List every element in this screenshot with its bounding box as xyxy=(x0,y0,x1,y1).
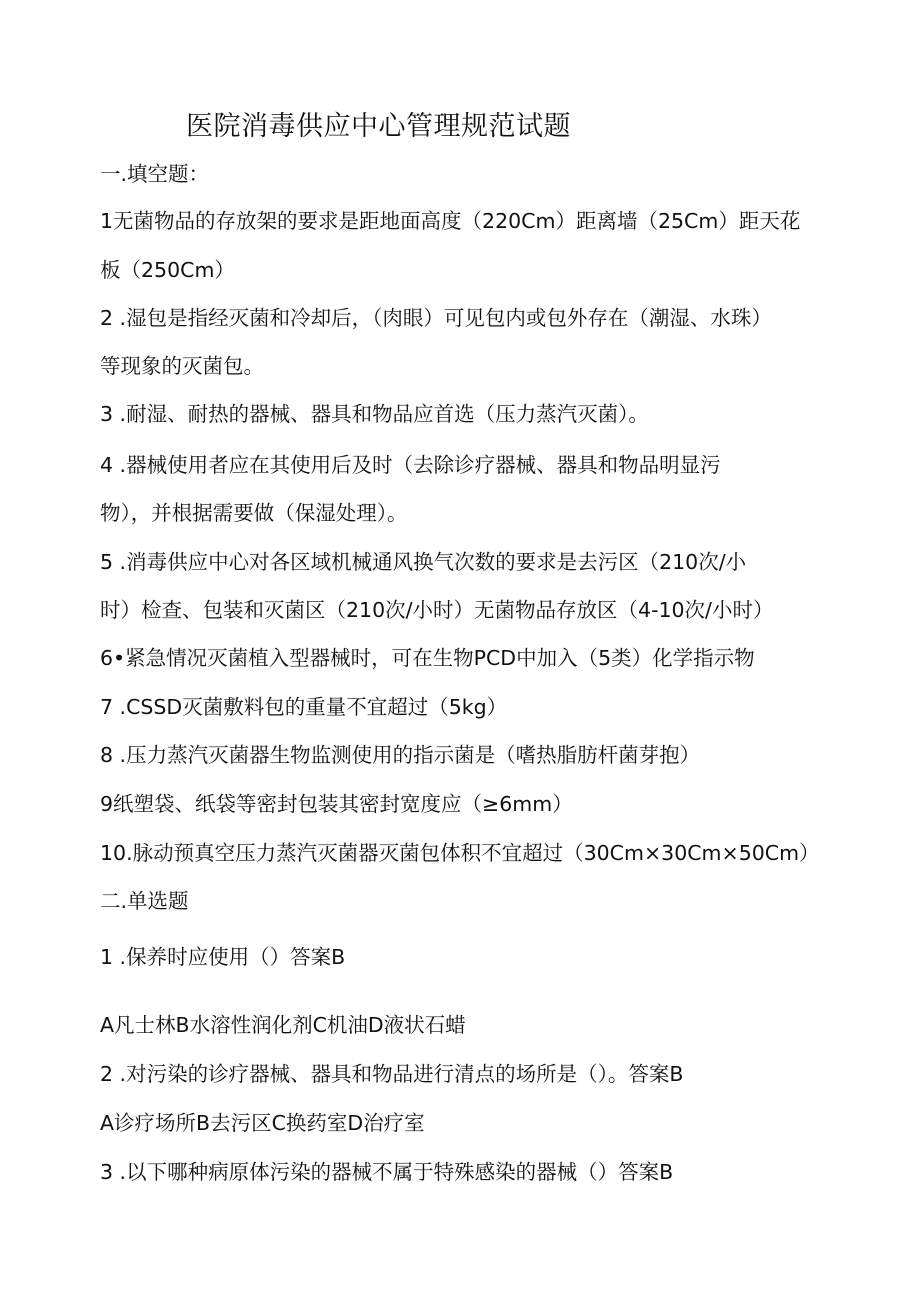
document-title: 医院消毒供应中心管理规范试题 xyxy=(186,111,571,142)
section-heading-fill-in: 一.填空题： xyxy=(100,162,210,186)
question-line: 8 .压力蒸汽灭菌器生物监测使用的指示菌是（嗜热脂肪杆菌芽抱） xyxy=(100,743,701,767)
question-line: 6•紧急情况灭菌植入型器械时，可在生物PCD中加入（5类）化学指示物 xyxy=(100,646,755,670)
question-line: 3 .以下哪种病原体污染的器械不属于特殊感染的器械（）答案B xyxy=(100,1160,674,1184)
question-line: 板（250Cm） xyxy=(100,258,235,282)
question-line: 9纸塑袋、纸袋等密封包装其密封宽度应（≥6mm） xyxy=(100,792,573,816)
question-line: 10.脉动预真空压力蒸汽灭菌器灭菌包体积不宜超过（30Cm×30Cm×50Cm） xyxy=(100,841,820,865)
answer-options-line: A凡士林B水溶性润化剂C机油D液状石蜡 xyxy=(100,1013,466,1037)
question-line: 7 .CSSD灭菌敷料包的重量不宜超过（5kg） xyxy=(100,695,508,719)
section-heading-single-choice: 二.单选题 xyxy=(100,889,189,913)
question-line: 4 .器械使用者应在其使用后及时（去除诊疗器械、器具和物品明显污 xyxy=(100,453,721,477)
question-line: 物），并根据需要做（保湿处理）。 xyxy=(100,501,408,525)
question-line: 5 .消毒供应中心对各区域机械通风换气次数的要求是去污区（210次/小 xyxy=(100,550,747,574)
question-line: 2 .湿包是指经灭菌和冷却后，（肉眼）可见包内或包外存在（潮湿、水珠） xyxy=(100,306,772,330)
question-line: 2 .对污染的诊疗器械、器具和物品进行清点的场所是（）。答案B xyxy=(100,1062,684,1086)
question-line: 时）检查、包装和灭菌区（210次/小时）无菌物品存放区（4-10次/小时） xyxy=(100,598,774,622)
question-line: 3 .耐湿、耐热的器械、器具和物品应首选（压力蒸汽灭菌）。 xyxy=(100,402,649,426)
answer-options-line: A诊疗场所B去污区C换药室D治疗室 xyxy=(100,1111,425,1135)
question-line: 等现象的灭菌包。 xyxy=(100,354,264,378)
question-line: 1 .保养时应使用（）答案B xyxy=(100,945,346,969)
question-line: 1无菌物品的存放架的要求是距地面高度（220Cm）距离墙（25Cm）距天花 xyxy=(100,209,801,233)
